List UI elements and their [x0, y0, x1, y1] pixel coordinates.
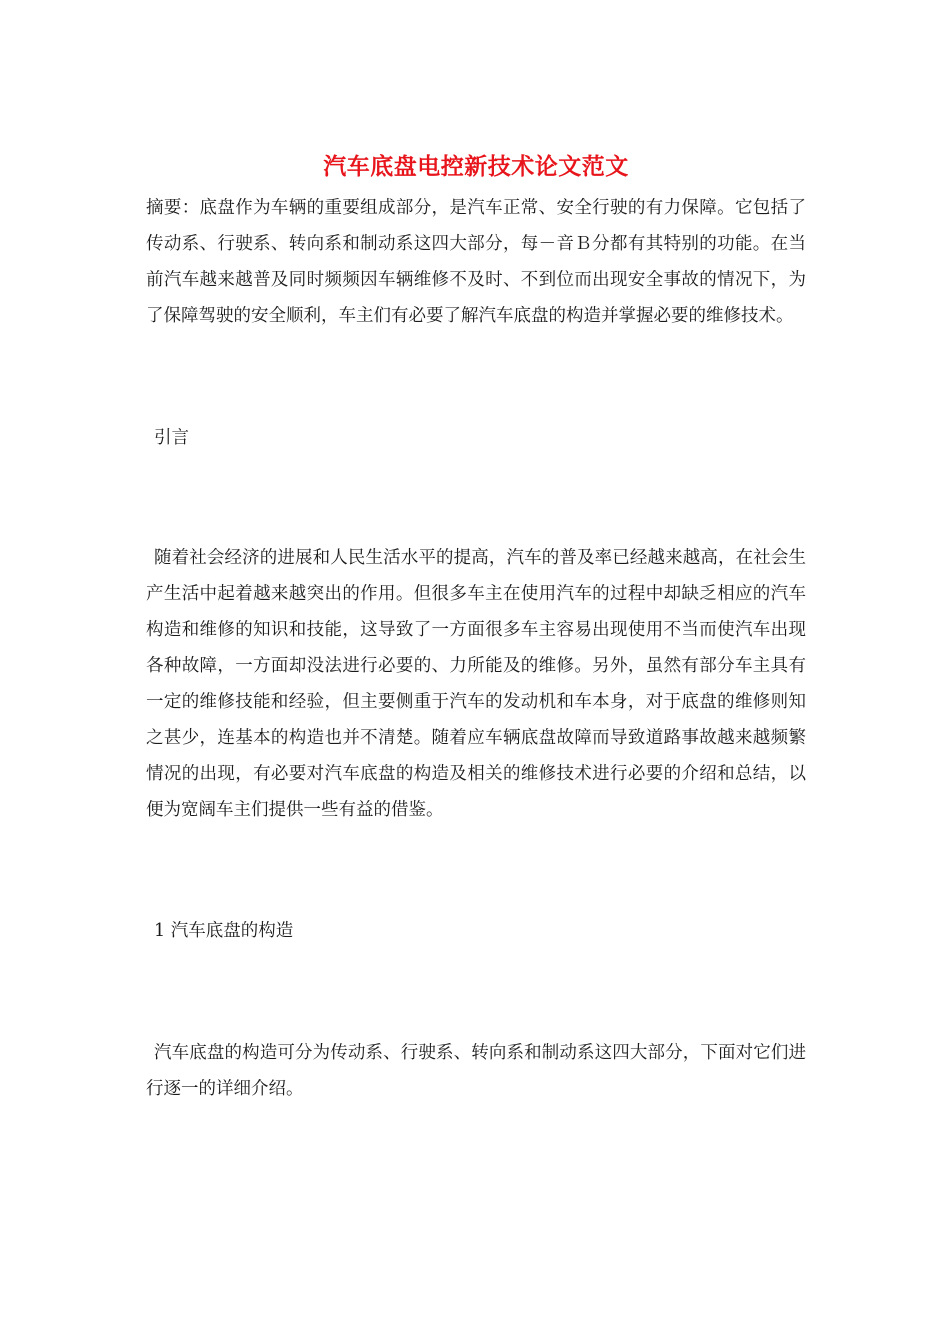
intro-paragraph: 随着社会经济的进展和人民生活水平的提高，汽车的普及率已经越来越高，在社会生产生活中起着越来越突出的作用。但很多车主在使用汽车的过程中却缺乏相应的汽车构造和维修的知识和技能，这导致了一方面很多车主容易出现使用不当而使汽车出现各种故障，一方面却没法进行必要的、力所能及的维修。另外，虽然有部分车主具有一定的维修技能和经验，但主要侧重于汽车的发动机和车本身，对于底盘的维修则知之甚少，连基本的构造也并不清楚。随着应车辆底盘故障而导致道路事故越来越频繁情况的出现，有必要对汽车底盘的构造及相关的维修技术进行必要的介绍和总结，以便为宽阔车主们提供一些有益的借鉴。	[146, 548, 806, 820]
document-title: 汽车底盘电控新技术论文范文	[323, 153, 629, 180]
spacer	[146, 949, 806, 1035]
spacer	[146, 456, 806, 540]
section-1-heading: 1 汽车底盘的构造	[154, 921, 294, 941]
spacer	[146, 334, 806, 420]
section-1-paragraph: 汽车底盘的构造可分为传动系、行驶系、转向系和制动系这四大部分，下面对它们进行逐一的详细介绍。	[146, 1043, 806, 1099]
document-content	[146, 150, 806, 1107]
abstract-paragraph: 摘要：底盘作为车辆的重要组成部分，是汽车正常、安全行驶的有力保障。它包括了传动系、行驶系、转向系和制动系这四大部分，每－音Ｂ分都有其特别的功能。在当前汽车越来越普及同时频频因车辆维修不及时、不到位而出现安全事故的情况下，为了保障驾驶的安全顺利，车主们有必要了解汽车底盘的构造并掌握必要的维修技术。	[146, 198, 806, 326]
spacer	[146, 828, 806, 913]
intro-heading: 引言	[154, 428, 189, 448]
